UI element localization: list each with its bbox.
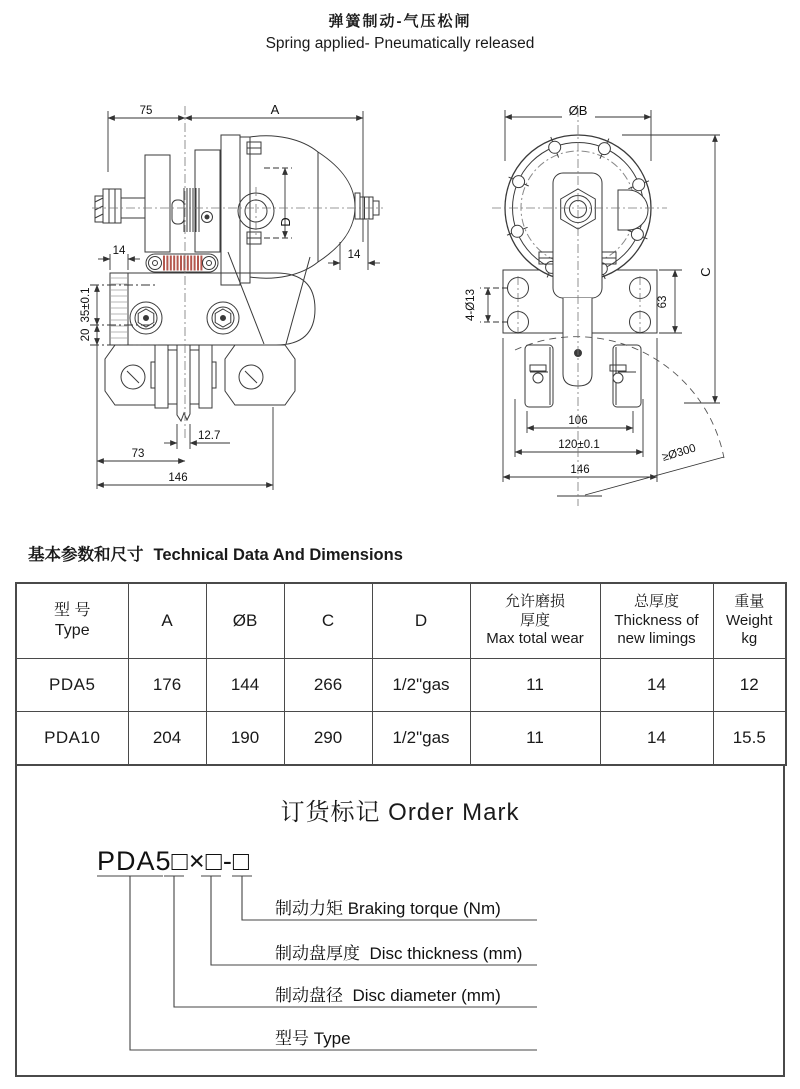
dim-label-4d13: 4-Ø13 — [465, 289, 477, 321]
dim-label-35: 35±0.1 — [80, 287, 92, 323]
cell-B: 144 — [206, 659, 284, 712]
dim-label-D: D — [278, 217, 293, 227]
header-wear-zh1: 允许磨损 — [504, 592, 565, 610]
header-weight-zh: 重量 — [734, 592, 765, 610]
dim-label-14-left: 14 — [112, 245, 126, 257]
hatch-lines — [111, 278, 127, 338]
order-mark-diagram — [17, 830, 783, 1070]
dim-label-63: 63 — [657, 295, 669, 309]
dim-label-75: 75 — [139, 105, 153, 117]
header-wear-zh2: 厚度 — [519, 611, 550, 629]
header-cell-B: ØB — [206, 583, 284, 659]
header-cell-thickness — [600, 583, 713, 659]
section-heading-zh: 基本参数和尺寸 — [28, 546, 144, 564]
front-view-drawing — [462, 86, 792, 526]
order-label-disc-thickness: 制动盘厚度 Disc thickness (mm) — [275, 944, 523, 963]
header-cell-weight — [713, 583, 786, 659]
header-thick-zh: 总厚度 — [633, 592, 679, 610]
content-block — [15, 582, 785, 1077]
cell-wear: 11 — [470, 712, 600, 766]
dim-label-OB: ØB — [568, 103, 588, 118]
table-row-pda10 — [16, 712, 786, 766]
cell-weight: 15.5 — [713, 712, 786, 766]
header-type-zh: 型 号 — [54, 602, 91, 619]
dim-label-C: C — [698, 267, 713, 277]
cell-A: 204 — [128, 712, 206, 766]
cell-weight: 12 — [713, 659, 786, 712]
header-type-en: Type — [54, 622, 90, 639]
cell-type: PDA10 — [16, 712, 128, 766]
cell-type: PDA5 — [16, 659, 128, 712]
order-mark-heading: 订货标记 Order Mark — [280, 799, 520, 826]
table-header-row — [16, 583, 786, 659]
dim-label-146-right: 146 — [570, 464, 590, 476]
cell-wear: 11 — [470, 659, 600, 712]
cell-thickness: 14 — [600, 659, 713, 712]
dim-label-120: 120±0.1 — [558, 439, 600, 451]
order-mark-section — [15, 766, 785, 1077]
order-label-type: 型号 Type — [275, 1029, 351, 1048]
header-cell-D: D — [372, 583, 470, 659]
header-thick-en2: new limings — [617, 630, 696, 648]
header-cell-C: C — [284, 583, 372, 659]
page-title — [0, 10, 800, 53]
cell-thickness: 14 — [600, 712, 713, 766]
order-label-disc-diameter: 制动盘径 Disc diameter (mm) — [275, 986, 501, 1005]
dim-label-A: A — [270, 102, 280, 117]
header-weight-unit: kg — [741, 630, 758, 648]
order-label-braking-torque: 制动力矩 Braking torque (Nm) — [275, 899, 501, 918]
dim-label-146-left: 146 — [168, 472, 188, 484]
cell-C: 290 — [284, 712, 372, 766]
dim-label-73: 73 — [131, 448, 145, 460]
header-weight-en: Weight — [726, 611, 773, 629]
table-row-pda5 — [16, 659, 786, 712]
cell-D: 1/2"gas — [372, 712, 470, 766]
cell-A: 176 — [128, 659, 206, 712]
return-spring — [146, 254, 218, 272]
header-thick-en1: Thickness of — [614, 611, 699, 629]
dim-label-12-7: 12.7 — [198, 430, 221, 442]
brake-caliper-side — [95, 135, 379, 421]
header-cell-type — [16, 583, 128, 659]
header-cell-wear — [470, 583, 600, 659]
cell-C: 266 — [284, 659, 372, 712]
section-heading — [28, 541, 403, 565]
dim-label-106: 106 — [568, 415, 588, 427]
technical-data-table — [15, 582, 787, 766]
order-code: PDA5□×□-□ — [97, 846, 251, 876]
title-english: Spring applied- Pneumatically released — [265, 35, 535, 52]
header-cell-A: A — [128, 583, 206, 659]
header-wear-en: Max total wear — [486, 630, 584, 648]
dim-label-14-right: 14 — [347, 249, 361, 261]
cell-D: 1/2"gas — [372, 659, 470, 712]
section-heading-en: Technical Data And Dimensions — [153, 546, 403, 564]
side-view-dimensions — [90, 111, 380, 490]
brake-caliper-front — [503, 135, 657, 407]
side-view-drawing — [78, 92, 408, 507]
dim-label-min-disc: ≥Ø300 — [660, 442, 698, 464]
title-chinese: 弹簧制动-气压松闸 — [328, 13, 472, 30]
cell-B: 190 — [206, 712, 284, 766]
dim-label-20: 20 — [80, 328, 92, 342]
